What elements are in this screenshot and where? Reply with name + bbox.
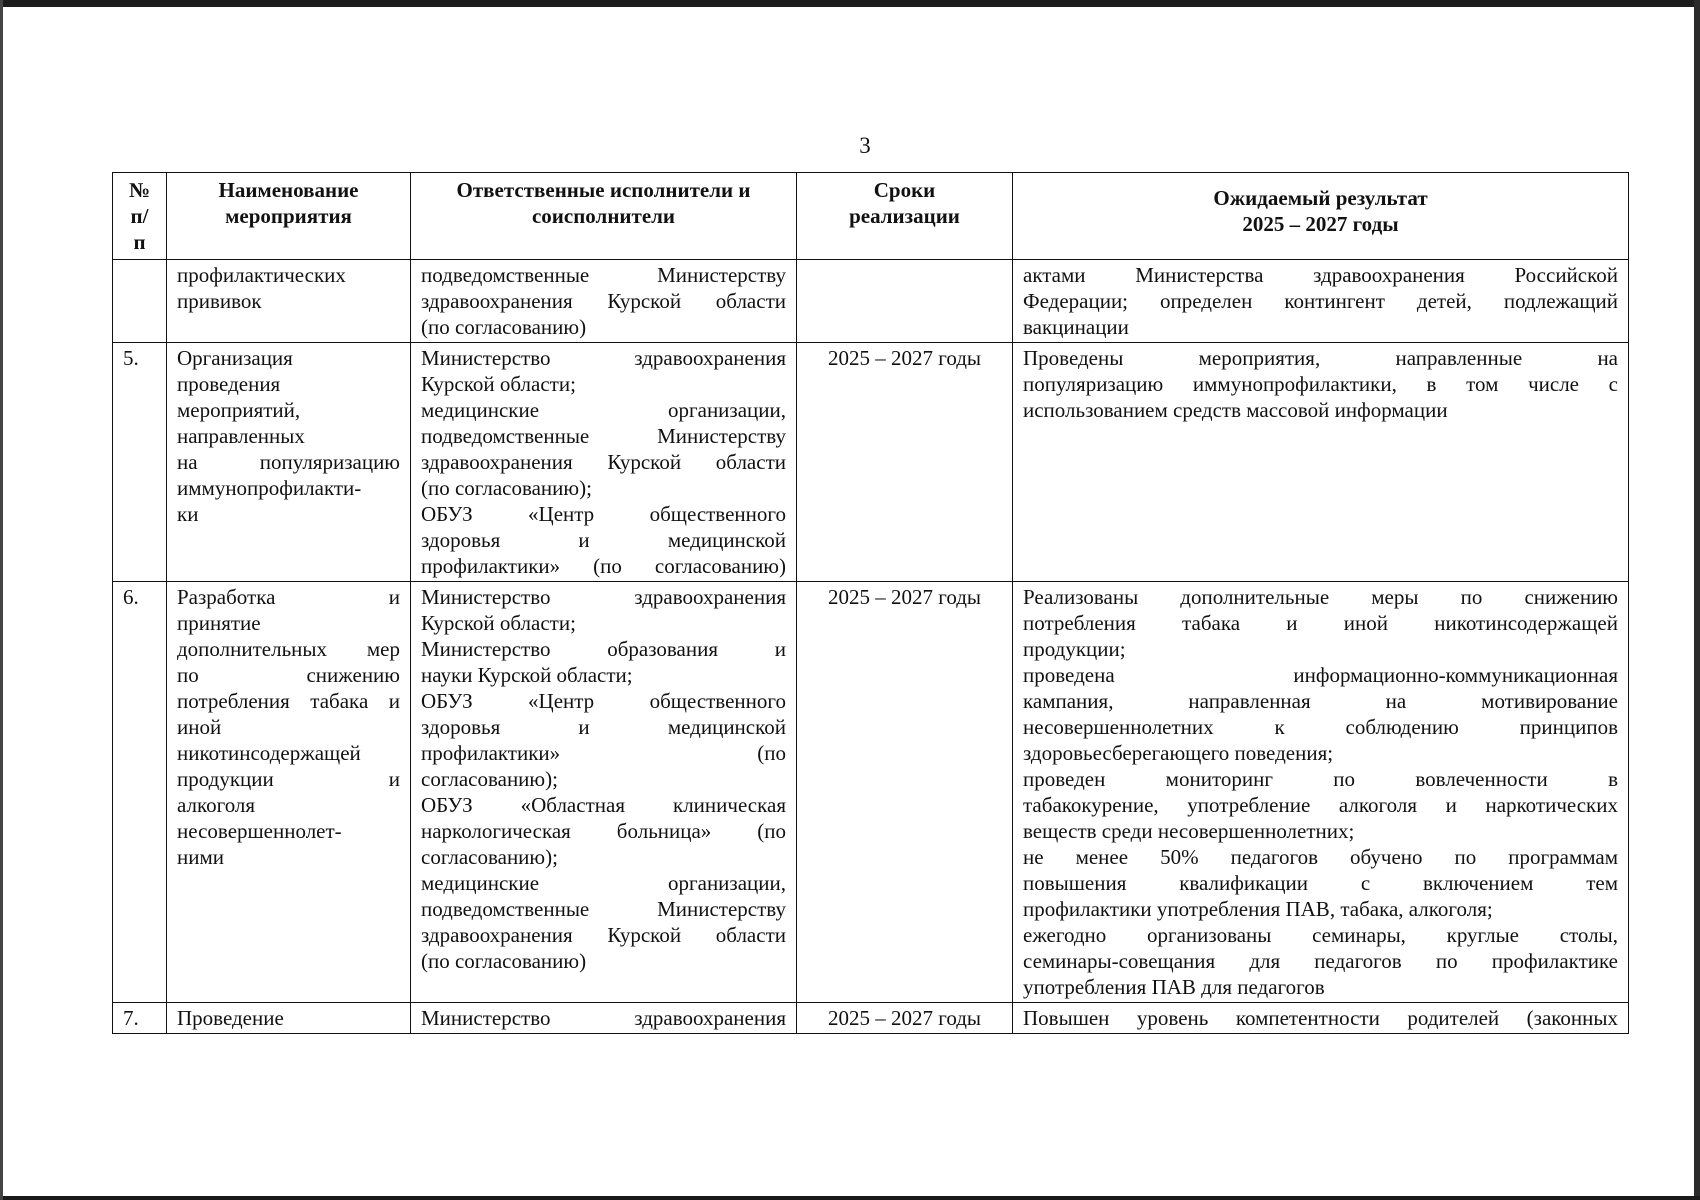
executors: Министерство здравоохранения — [411, 1003, 797, 1034]
table-row — [113, 1003, 1629, 1034]
expected-result: Проведены мероприятия, направленные на популяризацию иммунопрофилактики, в том числе с использованием средств массовой информации — [1013, 343, 1629, 582]
terms — [797, 260, 1013, 343]
measures-table — [112, 172, 1629, 1034]
expected-result: Повышен уровень компетентности родителей (законных — [1013, 1003, 1629, 1034]
header-name: Наименование мероприятия — [167, 173, 411, 260]
terms: 2025 – 2027 годы — [797, 582, 1013, 1003]
table-row — [113, 260, 1629, 343]
header-result: Ожидаемый результат 2025 – 2027 годы — [1013, 173, 1629, 260]
measure-name: Разработка и принятие дополнительных мер по снижению потребления табака и иной никотинсодержащей продукции и алкоголя несовершеннолет- ними — [167, 582, 411, 1003]
page-number: 3 — [859, 133, 871, 158]
row-number: 6. — [113, 582, 167, 1003]
executors: Министерство здравоохранения Курской области; медицинские организации, подведомственные Министерству здравоохранения Курской области (по согласованию); ОБУЗ «Центр общественного здоровья и медицинской профилактики» (по согласованию) — [411, 343, 797, 582]
scan-edge-bottom — [0, 1196, 1700, 1200]
expected-result: актами Министерства здравоохранения Российской Федерации; определен контингент детей, подлежащий вакцинации — [1013, 260, 1629, 343]
measure-name: Проведение — [167, 1003, 411, 1034]
table-row — [113, 582, 1629, 1003]
terms: 2025 – 2027 годы — [797, 1003, 1013, 1034]
row-number — [113, 260, 167, 343]
executors: подведомственные Министерству здравоохранения Курской области (по согласованию) — [411, 260, 797, 343]
scan-edge-top — [0, 0, 1700, 7]
scan-edge-left — [0, 0, 3, 1200]
row-number: 5. — [113, 343, 167, 582]
header-executors: Ответственные исполнители и соисполнители — [411, 173, 797, 260]
expected-result: Реализованы дополнительные меры по снижению потребления табака и иной никотинсодержащей продукции; проведена информационно-коммуникационная кампания, направленная на мотивирование несовершеннолетних к соблюдению принципов здоровьесберегающего поведения; проведен мониторинг по вовлеченности в табакокурение, употребление алкоголя и наркотических веществ среди несовершеннолетних; не менее 50% педагогов обучено по программам повышения квалификации с включением тем профилактики употребления ПАВ, табака, алкоголя; ежегодно организованы семинары, круглые столы, семинары-совещания для педагогов по профилактике употребления ПАВ для педагогов — [1013, 582, 1629, 1003]
row-number: 7. — [113, 1003, 167, 1034]
scan-edge-right — [1694, 0, 1700, 1200]
header-terms: Сроки реализации — [797, 173, 1013, 260]
measure-name: Организация проведения мероприятий, направленных на популяризацию иммунопрофилакти- ки — [167, 343, 411, 582]
header-num: № п/ п — [113, 173, 167, 260]
terms: 2025 – 2027 годы — [797, 343, 1013, 582]
executors: Министерство здравоохранения Курской области; Министерство образования и науки Курской области; ОБУЗ «Центр общественного здоровья и медицинской профилактики» (по согласованию); ОБУЗ «Областная клиническая наркологическая больница» (по согласованию); медицинские организации, подведомственные Министерству здравоохранения Курской области (по согласованию) — [411, 582, 797, 1003]
measure-name: профилактических прививок — [167, 260, 411, 343]
table-header-row — [113, 173, 1629, 260]
table-row — [113, 343, 1629, 582]
